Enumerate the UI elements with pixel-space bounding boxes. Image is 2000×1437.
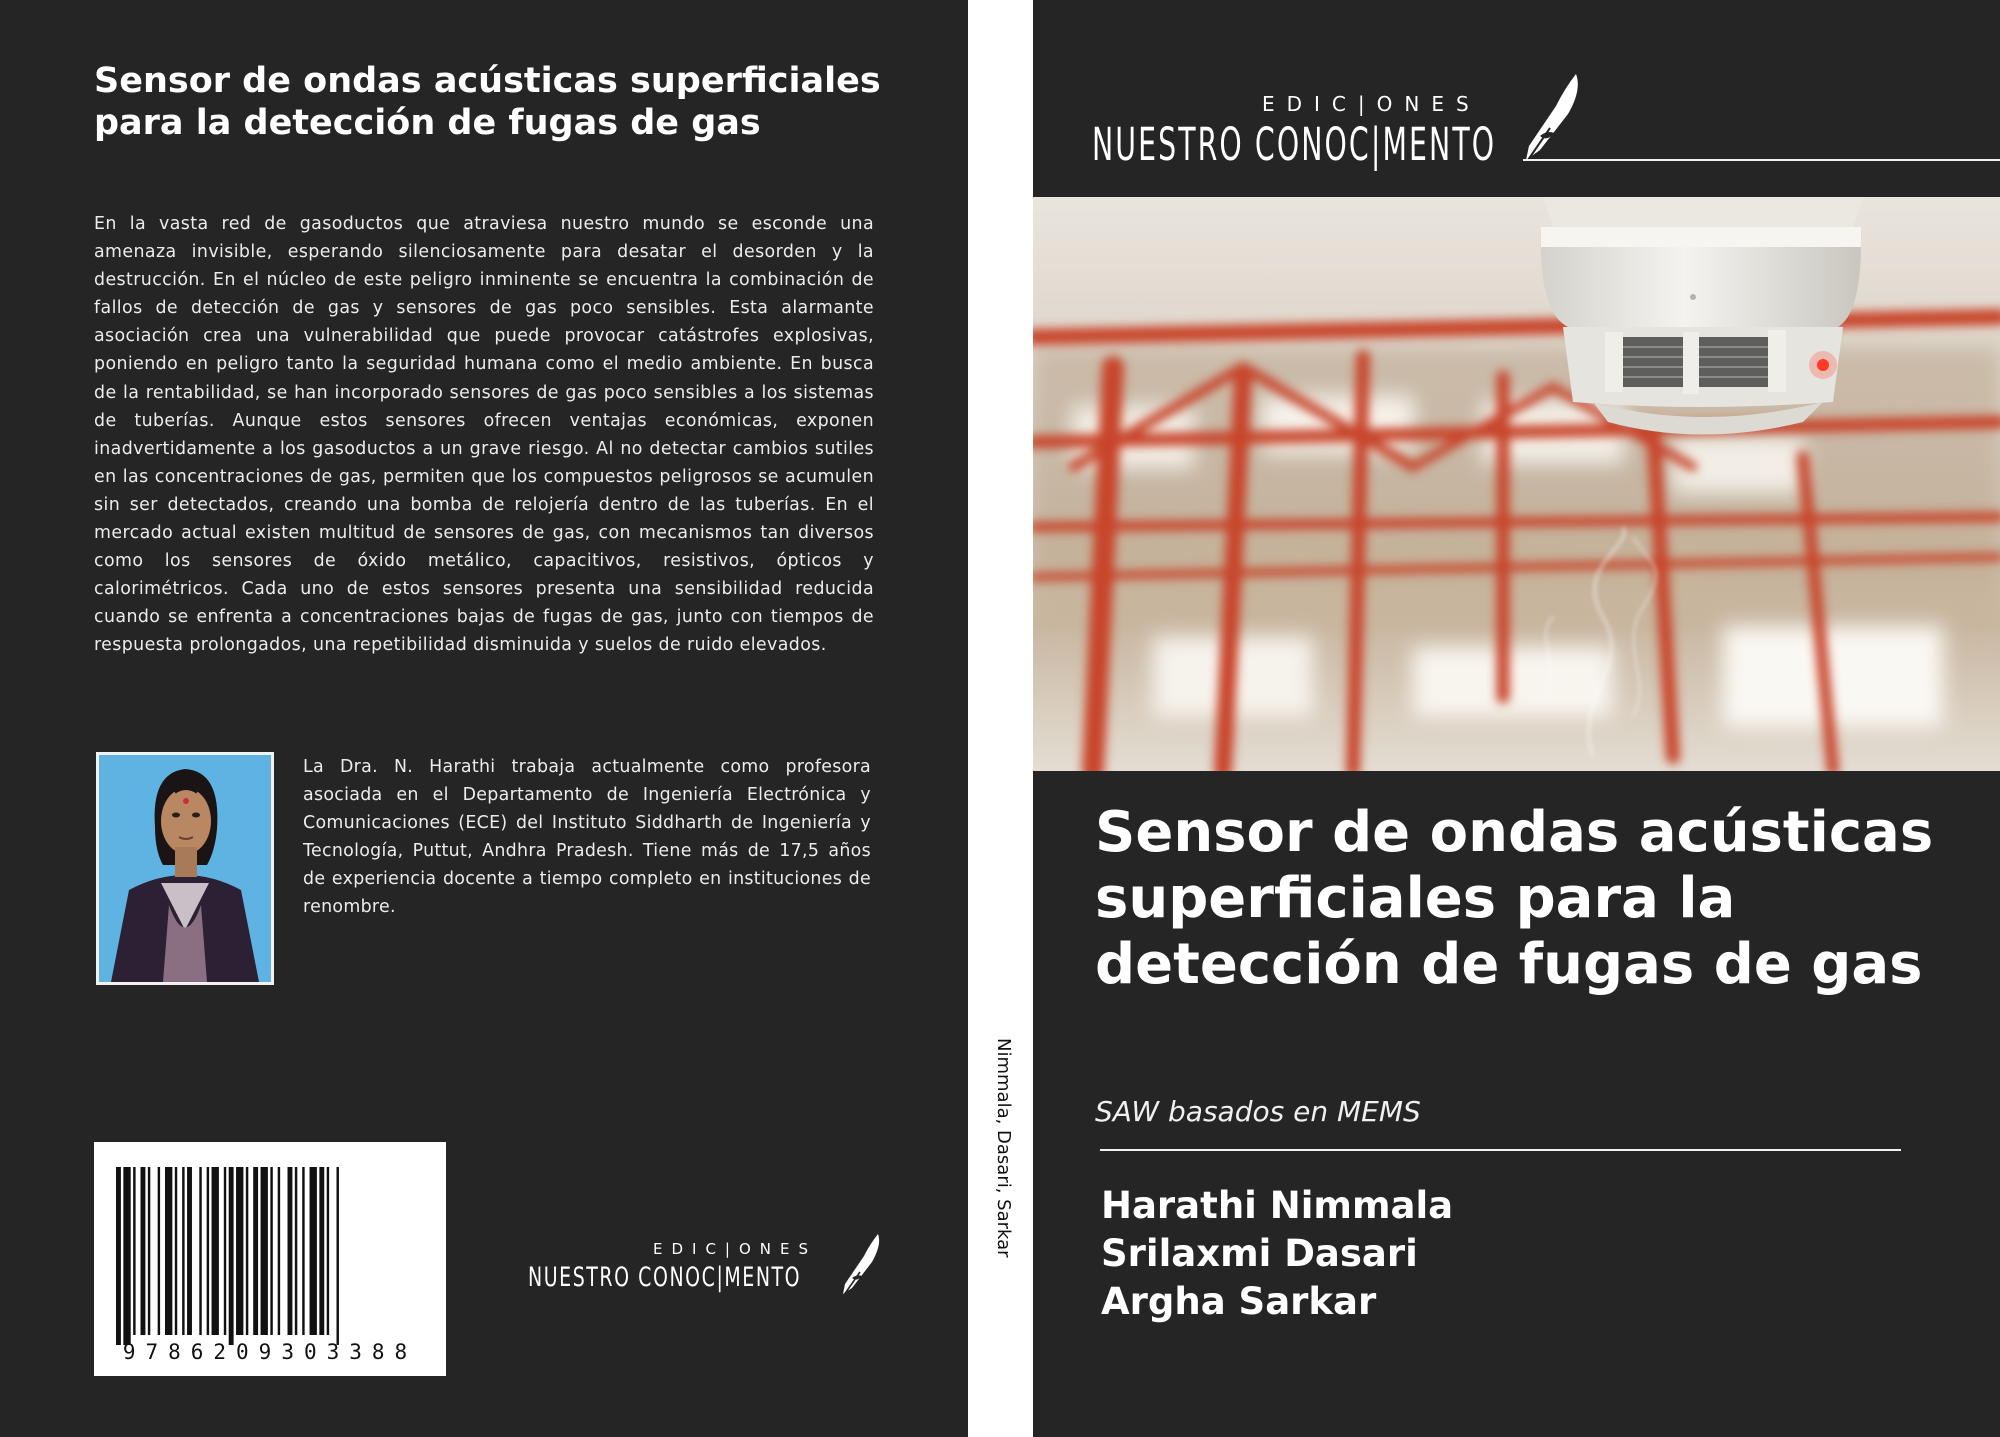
author-bio: La Dra. N. Harathi trabaja actualmente como profesora asociada en el Departamento de Ingeniería Electrónica y Comunicaciones (ECE) del Instituto Siddharth de Ingeniería y Tecnología, Puttut, Andhra Pradesh. Tiene más de 17,5 años de experiencia docente a tiempo completo en instituciones de renombre. (303, 757, 871, 918)
author-name: Srilaxmi Dasari (1101, 1232, 1418, 1275)
barcode-bar (123, 1167, 130, 1345)
barcode-bar (337, 1167, 339, 1345)
publisher-logo-underline (1523, 159, 2000, 161)
barcode-bar (246, 1167, 248, 1335)
barcode-bar (224, 1167, 226, 1335)
author-photo (96, 752, 274, 985)
barcode-bar (288, 1167, 293, 1335)
barcode-bar (141, 1167, 146, 1335)
author-name: Harathi Nimmala (1101, 1184, 1454, 1227)
publisher-logo-line1: EDIC|ONES (653, 1240, 818, 1258)
barcode-bar (116, 1167, 121, 1345)
cover-photo (1033, 197, 2000, 771)
barcode-bar (133, 1167, 135, 1335)
barcode-bar (253, 1167, 258, 1335)
spine-authors: Nimmala, Dasari, Sarkar (993, 1038, 1014, 1258)
barcode-bar (187, 1167, 192, 1335)
barcode-bar (229, 1167, 234, 1345)
smoke-detector-photo (1033, 197, 2000, 771)
author-portrait (99, 755, 271, 982)
front-cover-divider (1100, 1149, 1901, 1151)
barcode-bar (327, 1167, 329, 1335)
barcode-bar (261, 1167, 268, 1335)
barcode-bar (295, 1167, 297, 1335)
author-list (1101, 1182, 1453, 1326)
publisher-logo-line2: NUESTRO CONOC|MENTO (528, 1262, 802, 1293)
barcode-bar (236, 1167, 243, 1335)
barcode-bar (278, 1167, 280, 1335)
publisher-logo-line2: NUESTRO CONOC|MENTO (1092, 118, 1497, 171)
barcode-bar (302, 1167, 304, 1335)
author-name: Argha Sarkar (1101, 1280, 1377, 1323)
barcode-bar (182, 1167, 184, 1335)
barcode-bar (310, 1167, 317, 1335)
fountain-pen-nib-icon (838, 1232, 884, 1298)
back-cover-blurb: En la vasta red de gasoductos que atraviesa nuestro mundo se esconde una amenaza invisible, esperando silenciosamente para desatar el desorden y la destrucción. En el núcleo de este peligro inminente se encuentra la combinación de fallos de detección de gas y sensores de gas poco sensibles. Esta alarmante asociación crea una vulnerabilidad que puede provocar catástrofes explosivas, poniendo en peligro tanto la seguridad humana como el medio ambiente. En busca de la rentabilidad, se han incorporado sensores de gas poco sensibles a los sistemas de tuberías. Aunque estos sensores ofrecen ventajas económicas, exponen inadvertidamente a los gasoductos a un grave riesgo. Al no detectar cambios sutiles en las concentraciones de gas, permiten que los compuestos peligrosos se acumulen sin ser detectados, creando una bomba de relojería dentro de las tuberías. En el mercado actual existen multitud de sensores de gas, con mecanismos tan diversos como los sensores de óxido metálico, capacitivos, resistivos, ópticos y calorimétricos. Cada uno de estos sensores presenta una sensibilidad reducida cuando se enfrenta a concentraciones bajas de fugas de gas, junto con tiempos de respuesta prolongados, una repetibilidad disminuida y suelos de ruido elevados. (94, 214, 874, 656)
smoke-detector (1541, 197, 1863, 435)
barcode-bar (270, 1167, 272, 1335)
barcode-bar (199, 1167, 201, 1335)
publisher-logo-line1: EDIC|ONES (1262, 92, 1481, 116)
barcode-bar (158, 1167, 160, 1335)
barcode-bar (175, 1167, 177, 1335)
front-cover-subtitle: SAW basados en MEMS (1095, 1095, 1421, 1128)
barcode-bar (319, 1167, 324, 1335)
barcode (94, 1142, 446, 1376)
fountain-pen-nib-icon (1520, 72, 1584, 164)
barcode-number: 9786209303388 (122, 1340, 418, 1364)
barcode-bar (207, 1167, 209, 1335)
barcode-bar (212, 1167, 219, 1335)
front-cover-title: Sensor de ondas acústicas superficiales para la detección de fugas de gas (1095, 800, 1934, 997)
barcode-bar (148, 1167, 150, 1335)
back-cover-title: Sensor de ondas acústicas superficiales para la detección de fugas de gas (94, 61, 881, 143)
barcode-bar (165, 1167, 172, 1335)
